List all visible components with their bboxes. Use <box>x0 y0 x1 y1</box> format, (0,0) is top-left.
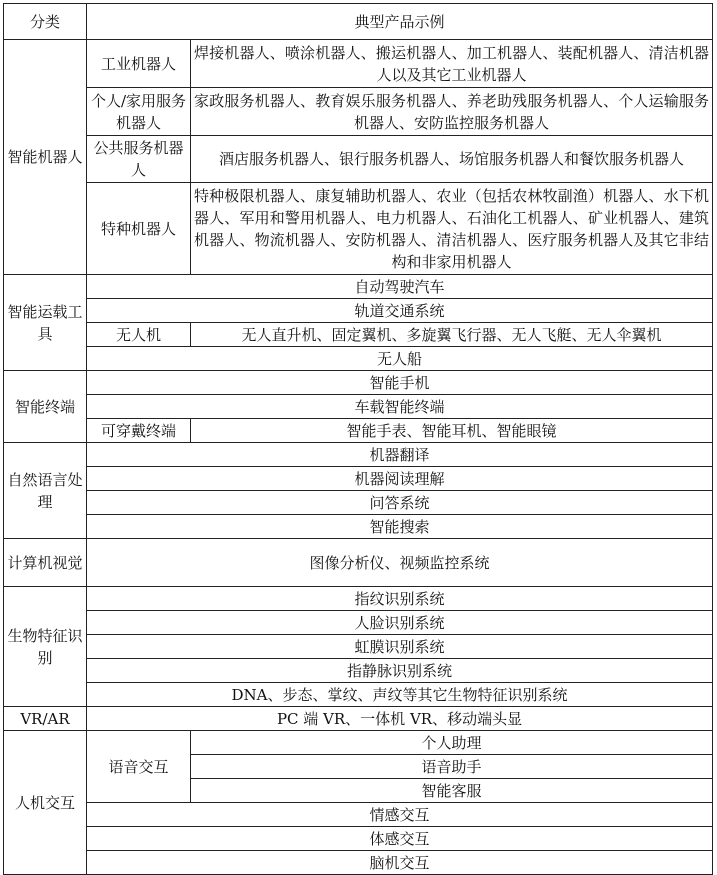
table-row <box>4 491 713 515</box>
example-autonomous-car: 自动驾驶汽车 <box>87 275 713 299</box>
table-row <box>4 40 713 88</box>
voice-item: 个人助理 <box>191 731 713 755</box>
biometrics-item: 人脸识别系统 <box>87 611 713 635</box>
biometrics-item: 指静脉识别系统 <box>87 659 713 683</box>
header-examples: 典型产品示例 <box>87 4 713 40</box>
category-biometrics: 生物特征识别 <box>4 587 87 707</box>
category-hci: 人机交互 <box>4 731 87 875</box>
example-phone: 智能手机 <box>87 371 713 395</box>
biometrics-item: DNA、步态、掌纹、声纹等其它生物特征识别系统 <box>87 683 713 707</box>
examples-personal: 家政服务机器人、教育娱乐服务机器人、养老助残服务机器人、个人运输服务机器人、安防监控服务机器人 <box>191 88 713 136</box>
table-row <box>4 539 713 587</box>
table-row <box>4 635 713 659</box>
table-row <box>4 851 713 875</box>
examples-drone: 无人直升机、固定翼机、多旋翼飞行器、无人飞艇、无人伞翼机 <box>191 323 713 347</box>
table-row <box>4 443 713 467</box>
table-row <box>4 323 713 347</box>
category-robots: 智能机器人 <box>4 40 87 275</box>
nlp-item: 机器阅读理解 <box>87 467 713 491</box>
category-cv: 计算机视觉 <box>4 539 87 587</box>
biometrics-item: 指纹识别系统 <box>87 587 713 611</box>
subcategory-special: 特种机器人 <box>87 183 191 275</box>
table-row <box>4 371 713 395</box>
hci-item: 情感交互 <box>87 803 713 827</box>
example-vehicle-terminal: 车载智能终端 <box>87 395 713 419</box>
subcategory-public: 公共服务机器人 <box>87 136 191 183</box>
table-row <box>4 515 713 539</box>
table-row <box>4 659 713 683</box>
table-row <box>4 275 713 299</box>
category-nlp: 自然语言处理 <box>4 443 87 539</box>
subcategory-personal: 个人/家用服务机器人 <box>87 88 191 136</box>
table-row <box>4 88 713 136</box>
hci-item: 体感交互 <box>87 827 713 851</box>
table-row <box>4 136 713 183</box>
table-header-row <box>4 4 713 40</box>
table-row <box>4 731 713 755</box>
subcategory-wearable: 可穿戴终端 <box>87 419 191 443</box>
voice-item: 语音助手 <box>191 755 713 779</box>
table-row <box>4 827 713 851</box>
table-row <box>4 803 713 827</box>
table-row <box>4 299 713 323</box>
table-row <box>4 467 713 491</box>
category-vrar: VR/AR <box>4 707 87 731</box>
biometrics-item: 虹膜识别系统 <box>87 635 713 659</box>
subcategory-voice: 语音交互 <box>87 731 191 803</box>
table-row <box>4 347 713 371</box>
example-rail: 轨道交通系统 <box>87 299 713 323</box>
table-row <box>4 587 713 611</box>
example-unmanned-ship: 无人船 <box>87 347 713 371</box>
table-row <box>4 183 713 275</box>
nlp-item: 智能搜索 <box>87 515 713 539</box>
examples-cv: 图像分析仪、视频监控系统 <box>87 539 713 587</box>
category-transport: 智能运载工具 <box>4 275 87 371</box>
table-row <box>4 419 713 443</box>
product-classification-table <box>3 3 713 875</box>
header-category: 分类 <box>4 4 87 40</box>
hci-item: 脑机交互 <box>87 851 713 875</box>
examples-special: 特种极限机器人、康复辅助机器人、农业（包括农林牧副渔）机器人、水下机器人、军用和警用机器人、电力机器人、石油化工机器人、矿业机器人、建筑机器人、物流机器人、安防机器人、清洁机器人、医疗服务机器人及其它非结构和非家用机器人 <box>191 183 713 275</box>
examples-industrial: 焊接机器人、喷涂机器人、搬运机器人、加工机器人、装配机器人、清洁机器人以及其它工业机器人 <box>191 40 713 88</box>
examples-vrar: PC 端 VR、一体机 VR、移动端头显 <box>87 707 713 731</box>
table-row <box>4 611 713 635</box>
table-row <box>4 707 713 731</box>
examples-wearable: 智能手表、智能耳机、智能眼镜 <box>191 419 713 443</box>
nlp-item: 问答系统 <box>87 491 713 515</box>
table-row <box>4 683 713 707</box>
subcategory-drone: 无人机 <box>87 323 191 347</box>
table-row <box>4 395 713 419</box>
examples-public: 酒店服务机器人、银行服务机器人、场馆服务机器人和餐饮服务机器人 <box>191 136 713 183</box>
category-terminal: 智能终端 <box>4 371 87 443</box>
nlp-item: 机器翻译 <box>87 443 713 467</box>
subcategory-industrial: 工业机器人 <box>87 40 191 88</box>
voice-item: 智能客服 <box>191 779 713 803</box>
